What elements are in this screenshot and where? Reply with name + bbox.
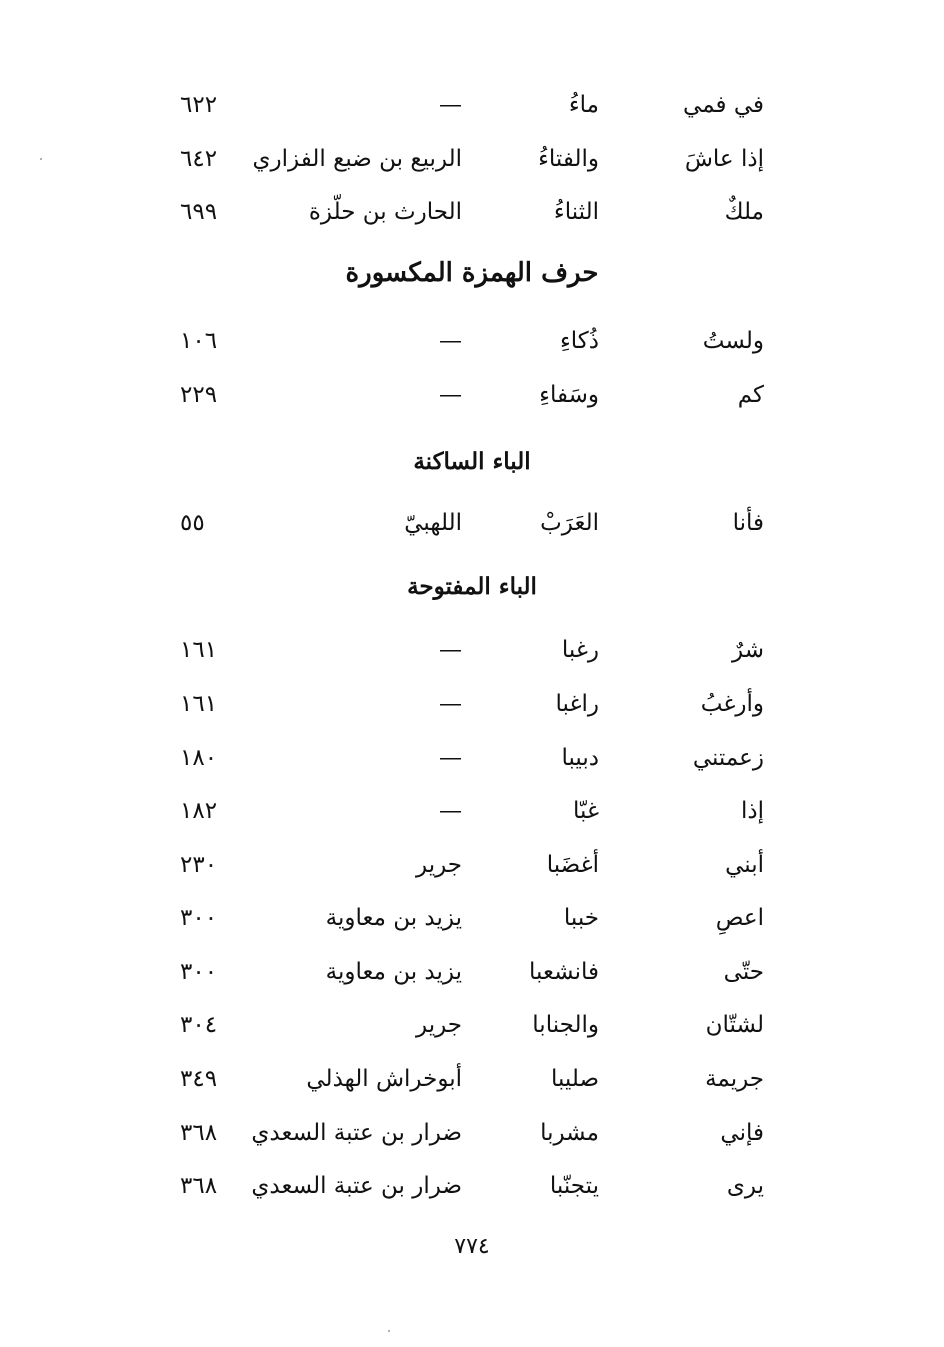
page-reference: ٣٤٩ (180, 1066, 218, 1092)
poet-name: ضرار بن عتبة السعدي (251, 1120, 462, 1146)
verse-rhyme: والفتاءُ (538, 146, 599, 172)
page-reference: ٣٦٨ (180, 1173, 218, 1199)
verse-start: إذا (740, 798, 764, 824)
index-row (0, 845, 944, 885)
page-reference: ٣٠٤ (180, 1012, 218, 1038)
page-reference: ١٨٠ (180, 745, 218, 771)
page-reference: ٦٤٢ (180, 146, 218, 172)
verse-rhyme: ذُكاءِ (559, 328, 599, 354)
verse-start: أبني (725, 852, 764, 878)
verse-start: في فمي (683, 92, 764, 118)
index-row (0, 630, 944, 670)
poet-name: جرير (416, 1012, 462, 1038)
verse-start: لشتّان (705, 1012, 764, 1038)
verse-start: يرى (726, 1173, 764, 1199)
poet-name: — (439, 637, 462, 663)
page-reference: ٦٢٢ (180, 92, 218, 118)
section-heading: الباء المفتوحة (407, 573, 537, 600)
verse-start: إذا عاشَ (684, 146, 764, 172)
scan-speck (388, 1330, 390, 1332)
poet-name: — (439, 328, 462, 354)
index-row (0, 1113, 944, 1153)
verse-start: كم (737, 382, 764, 408)
verse-rhyme: صليبا (550, 1066, 599, 1092)
verse-rhyme: ماءُ (568, 92, 599, 118)
index-row (0, 898, 944, 938)
verse-rhyme: فانشعبا (529, 959, 599, 985)
verse-start: شرٌ (732, 637, 764, 663)
section-heading: الباء الساكنة (413, 448, 531, 475)
page-reference: ١٨٢ (180, 798, 218, 824)
page-reference: ٥٥ (180, 510, 205, 536)
scan-speck (40, 158, 42, 160)
poet-name: — (439, 798, 462, 824)
page-number: ٧٧٤ (454, 1234, 490, 1259)
verse-rhyme: مشربا (540, 1120, 599, 1146)
verse-start: فإني (720, 1120, 764, 1146)
poet-name: الربيع بن ضبع الفزاري (252, 146, 462, 172)
index-row (0, 192, 944, 232)
verse-rhyme: رغبا (561, 637, 599, 663)
index-row (0, 1166, 944, 1206)
poet-name: يزيد بن معاوية (325, 959, 462, 985)
index-row (0, 684, 944, 724)
page-reference: ١٦١ (180, 637, 218, 663)
page-reference: ٢٢٩ (180, 382, 218, 408)
verse-rhyme: غبّا (573, 798, 599, 824)
page-reference: ٣٦٨ (180, 1120, 218, 1146)
verse-start: حتّى (723, 959, 764, 985)
verse-rhyme: راغبا (555, 691, 599, 717)
index-row (0, 375, 944, 415)
poet-name: ضرار بن عتبة السعدي (251, 1173, 462, 1199)
index-row (0, 503, 944, 543)
verse-rhyme: الثناءُ (553, 199, 599, 225)
poet-name: يزيد بن معاوية (325, 905, 462, 931)
index-row (0, 85, 944, 125)
page-reference: ١٦١ (180, 691, 218, 717)
section-heading: حرف الهمزة المكسورة (345, 258, 599, 288)
page-reference: ١٠٦ (180, 328, 218, 354)
poet-name: — (439, 691, 462, 717)
verse-rhyme: دبيبا (561, 745, 599, 771)
index-row (0, 738, 944, 778)
poet-name: — (439, 382, 462, 408)
verse-start: ملكٌ (724, 199, 764, 225)
page-reference: ٣٠٠ (180, 959, 218, 985)
page-reference: ٦٩٩ (180, 199, 218, 225)
verse-rhyme: خببا (563, 905, 599, 931)
poet-name: أبوخراش الهذلي (306, 1066, 462, 1092)
verse-rhyme: يتجنّبا (549, 1173, 599, 1199)
poet-name: — (439, 745, 462, 771)
verse-start: اعصِ (715, 905, 764, 931)
poet-name: اللهبيّ (404, 510, 462, 536)
index-row (0, 952, 944, 992)
page-reference: ٢٣٠ (180, 852, 218, 878)
verse-start: جريمة (705, 1066, 764, 1092)
verse-start: فأنا (732, 510, 764, 536)
poet-name: — (439, 92, 462, 118)
page-reference: ٣٠٠ (180, 905, 218, 931)
verse-start: زعمتني (692, 745, 764, 771)
verse-rhyme: والجنابا (532, 1012, 599, 1038)
verse-rhyme: أغضَبا (546, 852, 599, 878)
verse-start: ولستُ (702, 328, 764, 354)
index-row (0, 139, 944, 179)
poet-name: الحارث بن حلّزة (308, 199, 462, 225)
index-row (0, 1059, 944, 1099)
index-row (0, 1005, 944, 1045)
verse-rhyme: العَرَبْ (540, 510, 599, 536)
verse-rhyme: وسَفاءِ (539, 382, 599, 408)
index-row (0, 321, 944, 361)
poet-name: جرير (416, 852, 462, 878)
verse-start: وأرغبُ (700, 691, 764, 717)
index-row (0, 791, 944, 831)
